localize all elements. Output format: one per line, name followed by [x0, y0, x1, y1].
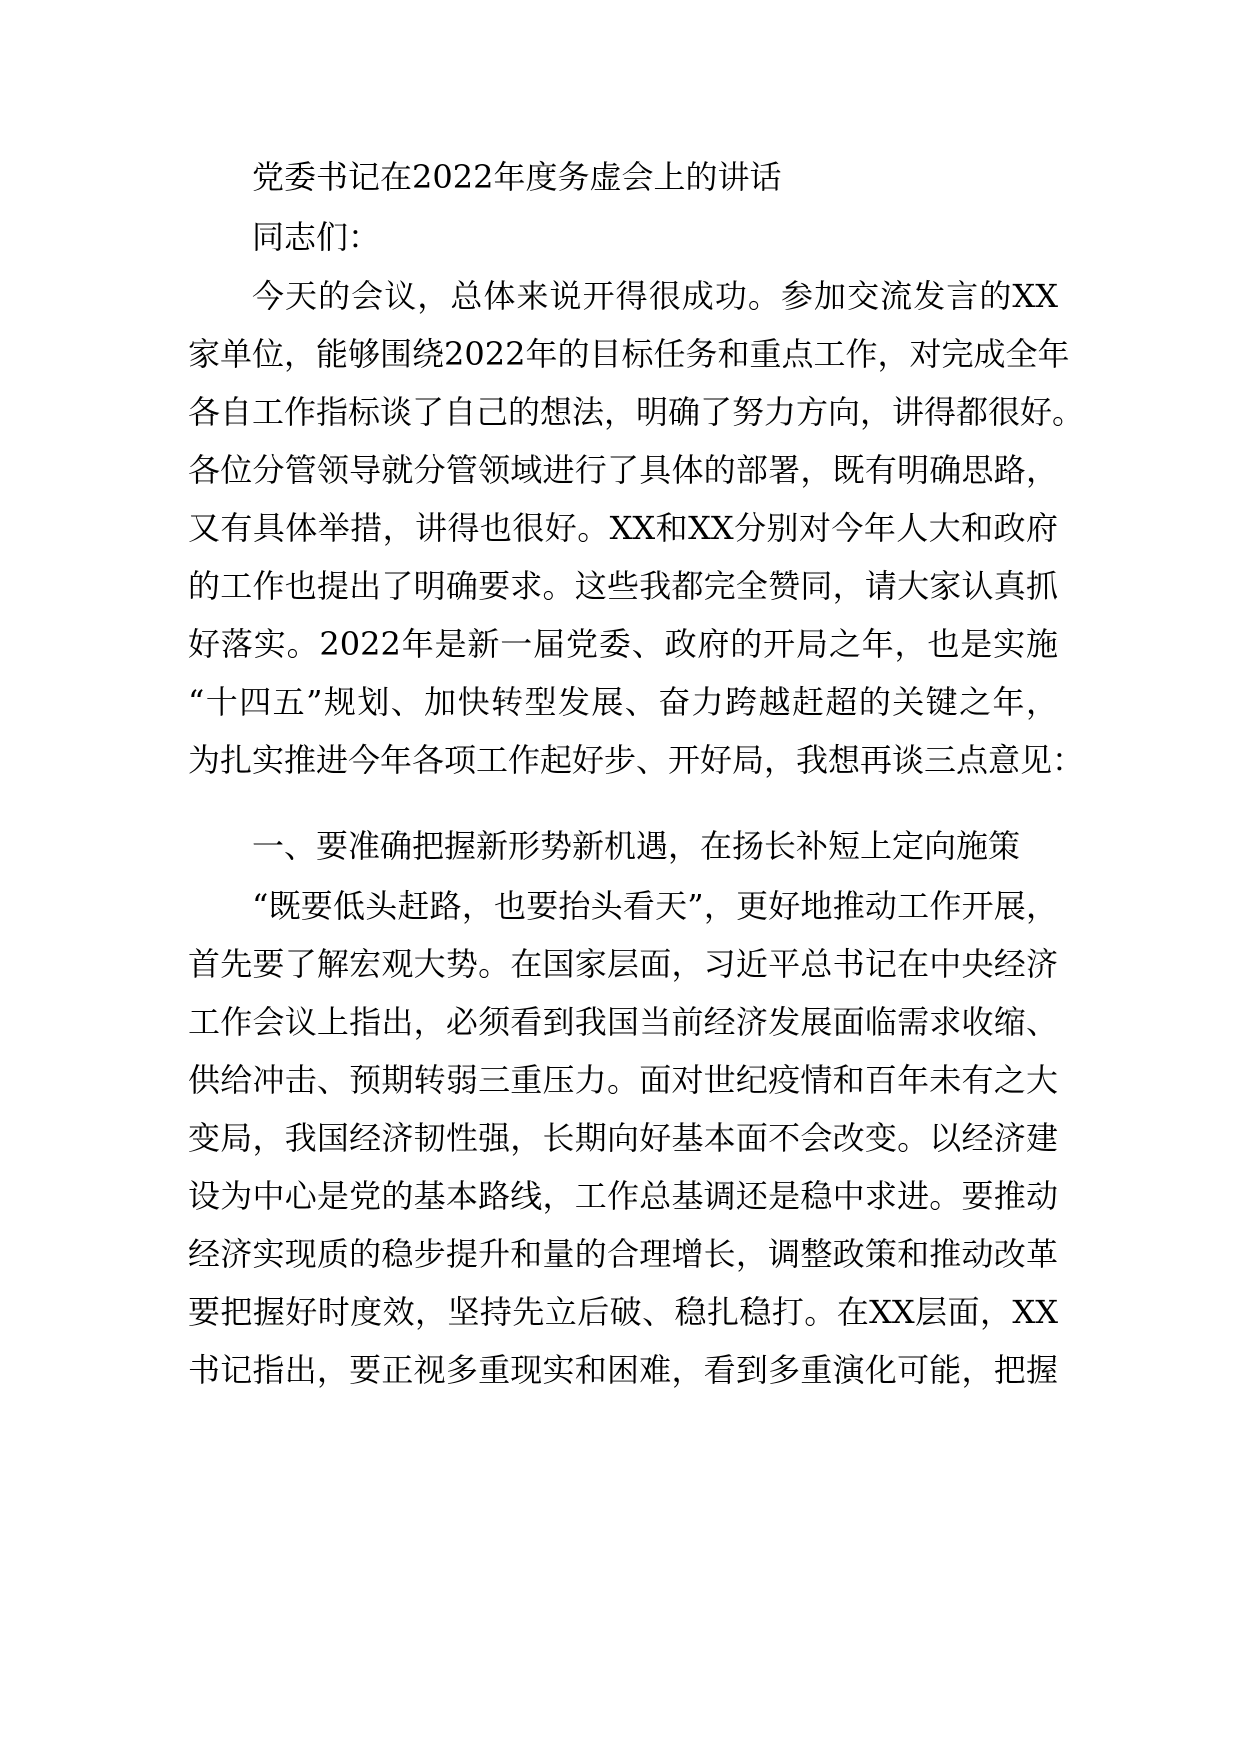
paragraph-line: 的工作也提出了明确要求。这些我都完全赞同，请大家认真抓 [188, 567, 1058, 605]
paragraph-line: 变局，我国经济韧性强，长期向好基本面不会改变。以经济建 [188, 1119, 1058, 1157]
paragraph-line: 供给冲击、预期转弱三重压力。面对世纪疫情和百年未有之大 [188, 1061, 1058, 1099]
paragraph-line: 各自工作指标谈了自己的想法，明确了努力方向，讲得都很好。 [188, 393, 1085, 431]
paragraph-line: 书记指出，要正视多重现实和困难，看到多重演化可能，把握 [188, 1351, 1058, 1389]
paragraph-line: 设为中心是党的基本路线，工作总基调还是稳中求进。要推动 [188, 1177, 1058, 1215]
paragraph-line: 要把握好时度效，坚持先立后破、稳扎稳打。在XX层面，XX [188, 1293, 1058, 1331]
paragraph-line: 又有具体举措，讲得也很好。XX和XX分别对今年人大和政府 [188, 509, 1058, 547]
paragraph-line: “十四五”规划、加快转型发展、奋力跨越赶超的关键之年， [188, 683, 1058, 721]
paragraph-line: 各位分管领导就分管领域进行了具体的部署，既有明确思路， [188, 451, 1058, 489]
paragraph-line: 首先要了解宏观大势。在国家层面，习近平总书记在中央经济 [188, 945, 1058, 983]
paragraph-line: 今天的会议，总体来说开得很成功。参加交流发言的XX [252, 277, 1058, 315]
section-heading-1: 一、要准确把握新形势新机遇，在扬长补短上定向施策 [252, 827, 1021, 865]
paragraph-line: 好落实。2022年是新一届党委、政府的开局之年，也是实施 [188, 625, 1058, 663]
paragraph-line: 经济实现质的稳步提升和量的合理增长，调整政策和推动改革 [188, 1235, 1058, 1273]
document-title: 党委书记在2022年度务虚会上的讲话 [252, 158, 782, 196]
salutation: 同志们： [252, 218, 381, 256]
paragraph-line: “既要低头赶路，也要抬头看天”，更好地推动工作开展， [252, 887, 1058, 925]
paragraph-line: 工作会议上指出，必须看到我国当前经济发展面临需求收缩、 [188, 1003, 1058, 1041]
paragraph-line: 家单位，能够围绕2022年的目标任务和重点工作，对完成全年 [188, 335, 1070, 373]
paragraph-line: 为扎实推进今年各项工作起好步、开好局，我想再谈三点意见： [188, 741, 1085, 779]
